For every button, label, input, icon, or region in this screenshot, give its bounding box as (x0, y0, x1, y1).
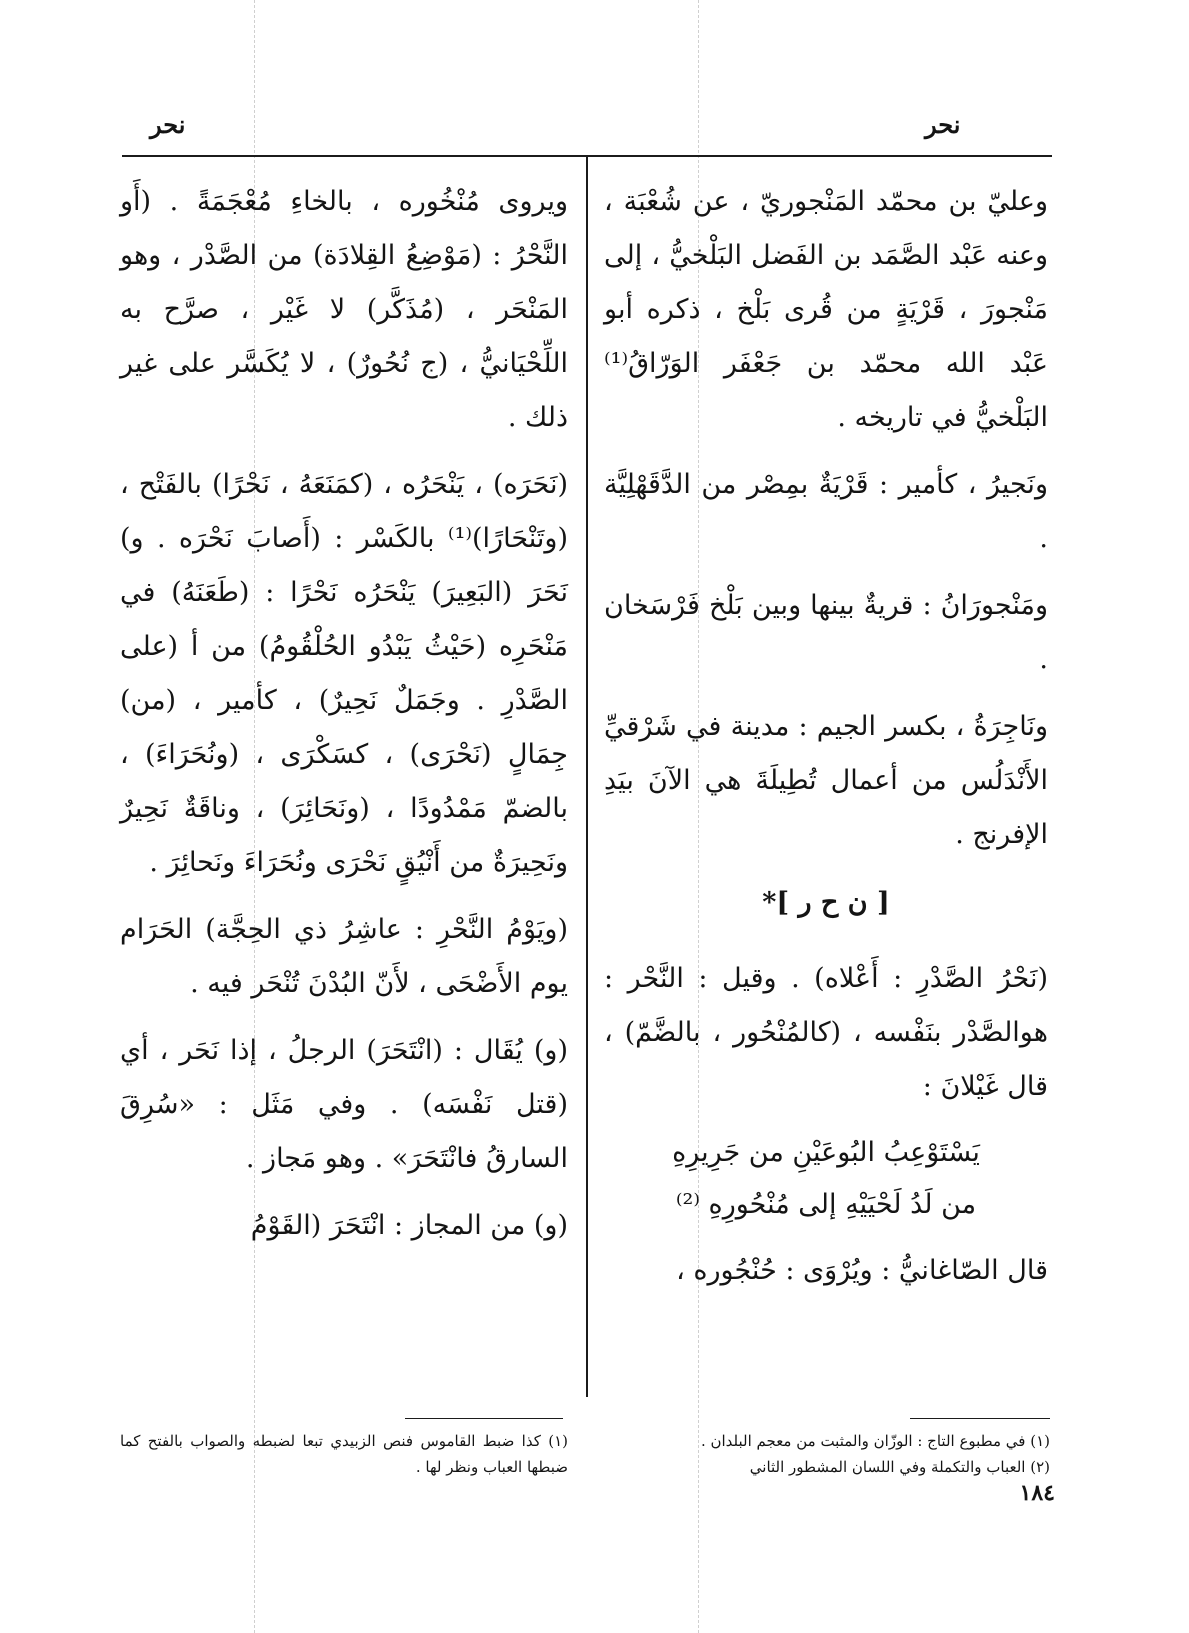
paragraph: (نَحْرُ الصَّدْرِ : أَعْلاه) . وقيل : النَّحْر : هوالصَّدْر بنَفْسه ، (كالمُنْحُور ، بالضَّمّ) ، قال غَيْلانَ : (604, 963, 1048, 1102)
footnotes-left (120, 1428, 568, 1480)
footnote: (١) في مطبوع التاج : الوزّان والمثبت من معجم البلدان . (700, 1432, 1050, 1450)
left-column (120, 175, 568, 1266)
closing-line: قال الصّاغانيُّ : ويُرْوَى : حُنْجُوره ، (676, 1255, 1048, 1286)
poem (604, 1127, 1048, 1231)
footnote: (١) كذا ضبط القاموس فنص الزبيدي تبعا لضبطه والصواب بالفتح كما ضبطها العباب ونظر لها . (120, 1432, 568, 1476)
paragraph: ونَجيرُ ، كأمير : قَرْيَةٌ بمِصْر من الدَّقَهْلِيَّة . (604, 469, 1048, 554)
right-column (604, 175, 1048, 1311)
paragraph: (و) من المجاز : انْتَحَرَ (القَوْمُ (250, 1210, 568, 1241)
paragraph: ونَاجِرَةُ ، بكسر الجيم : مدينة في شَرْقيِّ الأَنْدَلُس من أعمال تُطِيلَةَ هي الآنَ بيَدِ الإفرنج . (604, 711, 1048, 850)
footnote-rule-left (405, 1418, 563, 1419)
column-divider (586, 157, 588, 1397)
poem-line: من لَدُ لَحْيَيْهِ إلى مُنْحُورِهِ ⁽²⁾ (675, 1189, 977, 1220)
paragraph: (نَحَرَه) ، يَنْحَرُه ، (كمَنَعَهُ ، نَحْرًا) بالفَتْح ، (وتَنْحَارًا)⁽¹⁾ بالكَسْر : (أَصابَ نَحْرَه . و) نَحَرَ (البَعِيرَ) يَنْحَرُه نَحْرًا : (طَعَنَهُ) في مَنْحَرِه (حَيْثُ يَبْدُو الحُلْقُومُ) من أ (على الصَّدْرِ . وجَمَلٌ نَحِيرٌ) ، كأمير ، (من) جِمَالٍ (نَحْرَى) ، كسَكْرَى ، (ونُحَرَاءَ) ، بالضمّ مَمْدُودًا ، (ونَحَائِرَ) ، وناقَةٌ نَحِيرٌ ونَحِيرَةٌ من أَنْيُقٍ نَحْرَى ونُحَرَاءَ ونَحائِرَ . (120, 469, 568, 878)
poem-line: يَسْتَوْعِبُ البُوعَيْنِ من جَرِيرِهِ (672, 1137, 980, 1168)
running-head-left: نحر (150, 110, 186, 139)
paragraph: (و) يُقَال : (انْتَحَرَ) الرجلُ ، إذا نَحَر ، أي (قتل نَفْسَه) . وفي مَثَل : «سُرِقَ السارقُ فانْتَحَرَ» . وهو مَجاز . (120, 1035, 568, 1174)
footnote-rule-right (910, 1418, 1050, 1419)
running-head-right: نحر (925, 110, 961, 139)
entry-heading: [ ن ح ر ]* (762, 887, 890, 918)
paragraph: وعليّ بن محمّد المَنْجوريّ ، عن شُعْبَة ، وعنه عَبْد الصَّمَد بن الفَضل البَلْخيُّ ، إلى مَنْجورَ ، قَرْيَةٍ من قُرى بَلْخ ، ذكره أبو عَبْد الله محمّد بن جَعْفَر الوَرّاقُ⁽¹⁾ البَلْخيُّ في تاريخه . (604, 186, 1048, 433)
footnote: (٢) العباب والتكملة وفي اللسان المشطور الثاني (749, 1458, 1050, 1476)
paragraph: ويروى مُنْخُوره ، بالخاءِ مُعْجَمَةً . (أَو النَّحْرُ : (مَوْضِعُ القِلادَة) من الصَّدْر ، وهو المَنْحَر ، (مُذَكَّر) لا غَيْر ، صرَّح به اللِّحْيَانيُّ ، (ج نُحُورٌ) ، لا يُكَسَّر على غير ذلك . (120, 186, 568, 433)
paragraph: (ويَوْمُ النَّحْرِ : عاشِرُ ذي الحِجَّة) الحَرَام يوم الأَضْحَى ، لأَنّ البُدْنَ تُنْحَر فيه . (120, 914, 568, 999)
page-number: ١٨٤ (1019, 1480, 1055, 1506)
paragraph: ومَنْجورَانُ : قريةٌ بينها وبين بَلْخ فَرْسَخان . (604, 590, 1048, 675)
footnotes-right (604, 1428, 1050, 1480)
